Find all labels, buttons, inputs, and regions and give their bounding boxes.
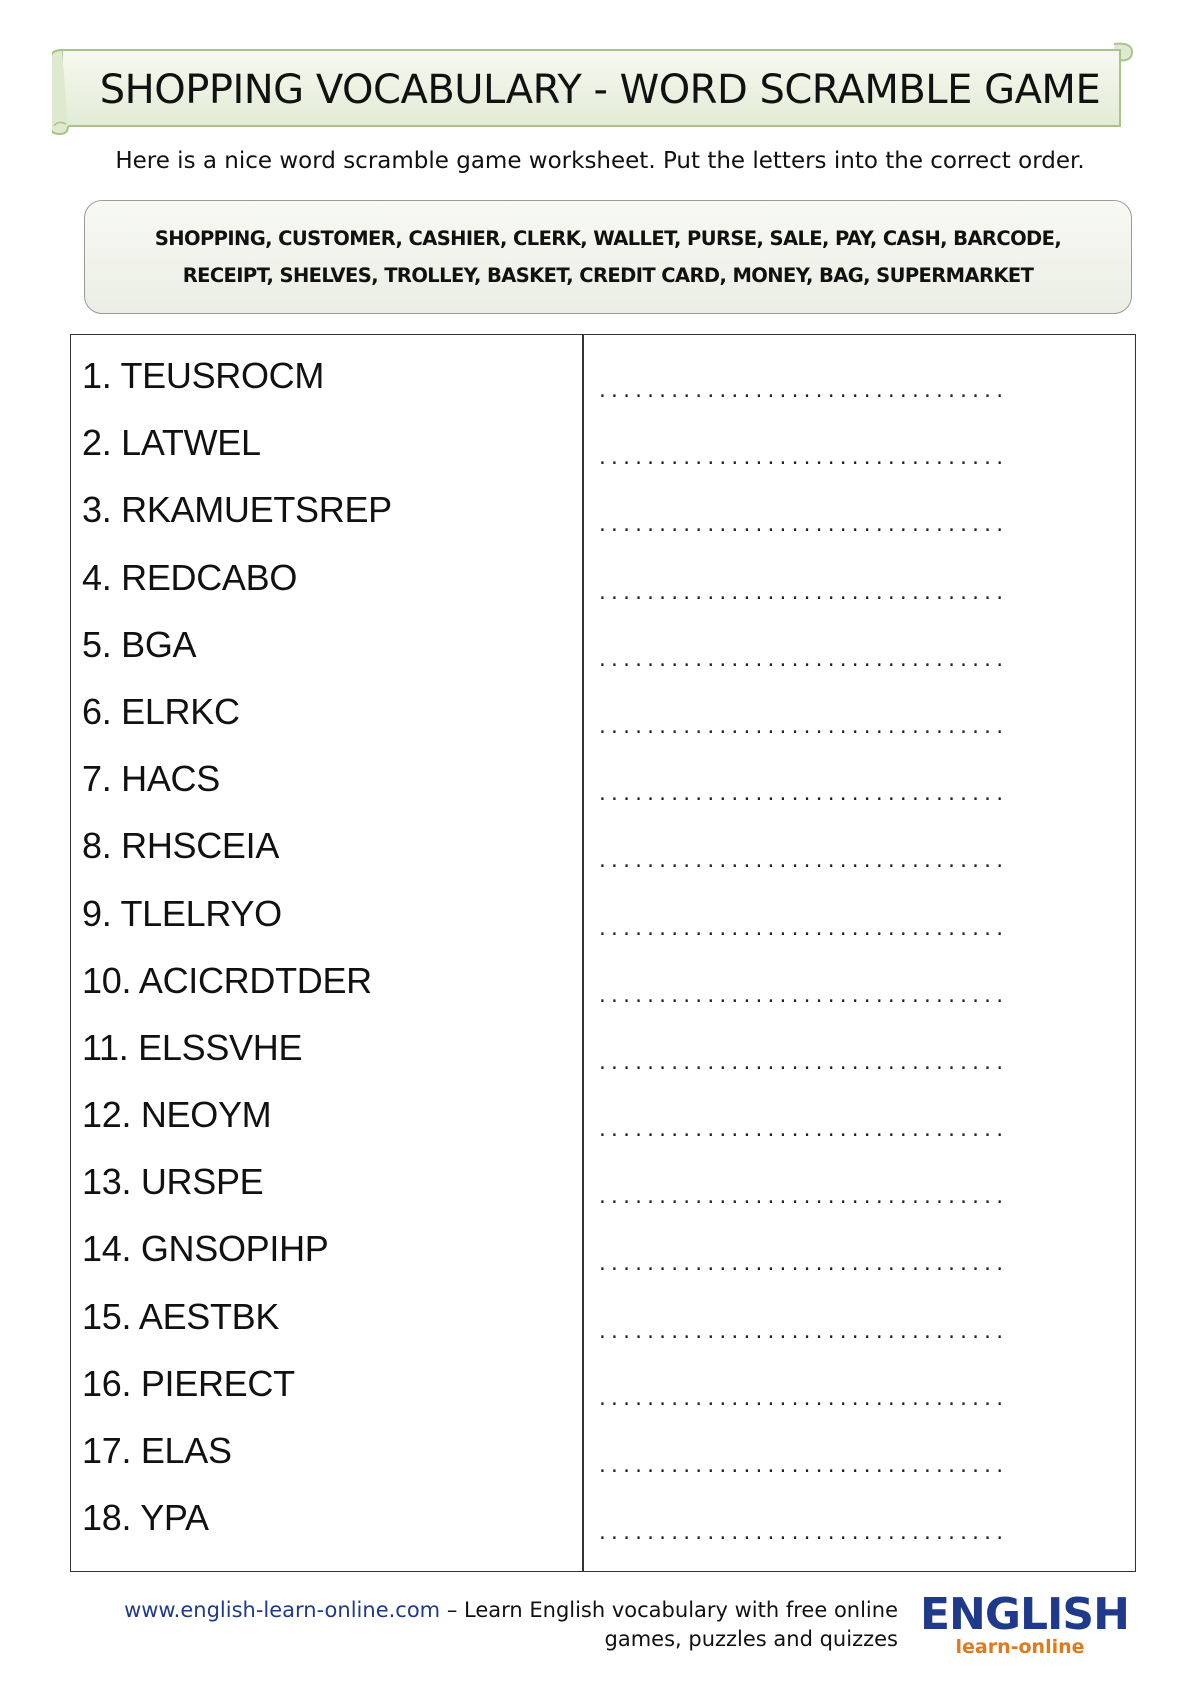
scramble-row <box>71 1228 1135 1295</box>
scrambled-word: 1. TEUSROCM <box>82 355 325 396</box>
scrambled-word: 5. BGA <box>82 623 197 665</box>
scramble-rows <box>71 355 1135 1564</box>
scrambled-word: 12. NEOYM <box>82 1094 272 1136</box>
scramble-row <box>71 1296 1135 1363</box>
scrambled-word: 7. HACS <box>82 758 220 800</box>
scramble-row <box>71 1027 1135 1094</box>
answer-blank-line: .................................. <box>597 586 1007 601</box>
scramble-row <box>71 355 1135 422</box>
footer-text <box>40 1596 898 1654</box>
scramble-row <box>71 489 1135 556</box>
page-title: SHOPPING VOCABULARY - WORD SCRAMBLE GAME <box>99 67 1101 113</box>
scrambled-word: 9. TLELRYO <box>82 892 282 934</box>
answer-blank-line: .................................. <box>597 1325 1007 1340</box>
scramble-row <box>71 758 1135 825</box>
footer-tagline-1: – Learn English vocabulary with free online <box>440 1598 898 1622</box>
answer-blank-line: .................................. <box>597 855 1007 870</box>
answer-blank-line: .................................. <box>597 788 1007 803</box>
answer-blank-line: .................................. <box>597 1056 1007 1071</box>
scramble-row <box>71 960 1135 1027</box>
scrambled-word: 8. RHSCEIA <box>82 825 280 867</box>
answer-blank-line: .................................. <box>597 1258 1007 1273</box>
logo-word-english: ENGLISH <box>920 1589 1129 1640</box>
answer-blank-line: .................................. <box>597 989 1007 1004</box>
scrambled-word: 10. ACICRDTDER <box>82 959 372 1001</box>
scrambled-word: 16. PIERECT <box>82 1362 295 1404</box>
answer-blank-line: .................................. <box>597 1392 1007 1407</box>
scramble-row <box>71 691 1135 758</box>
scramble-row <box>71 624 1135 691</box>
scramble-row <box>71 422 1135 489</box>
scrambled-word: 2. LATWEL <box>82 422 261 464</box>
footer-tagline-2: games, puzzles and quizzes <box>604 1627 898 1651</box>
scrambled-word: 17. ELAS <box>82 1430 232 1471</box>
word-bank-list: SHOPPING, CUSTOMER, CASHIER, CLERK, WALLET, PURSE, SALE, PAY, CASH, BARCODE, RECEIPT, SHELVES, TROLLEY, BASKET, CREDIT CARD, MONEY, BAG, SUPERMARKET <box>154 227 1062 287</box>
title-banner <box>52 42 1148 134</box>
scramble-row <box>71 1161 1135 1228</box>
scrambled-word: 4. REDCABO <box>82 556 298 598</box>
answer-blank-line: .................................. <box>597 922 1007 937</box>
scrambled-word: 13. URSPE <box>82 1161 264 1203</box>
scramble-row <box>71 1094 1135 1161</box>
scrambled-word: 11. ELSSVHE <box>82 1026 303 1068</box>
answer-blank-line: .................................. <box>597 385 1007 399</box>
logo-word-learn-online: learn-online <box>955 1636 1085 1658</box>
english-learn-online-logo <box>920 1589 1129 1662</box>
scramble-row <box>71 1363 1135 1430</box>
answer-blank-line: .................................. <box>597 1191 1007 1206</box>
scramble-row <box>71 825 1135 892</box>
answer-blank-line: .................................. <box>597 1527 1007 1542</box>
answer-blank-line: .................................. <box>597 452 1007 467</box>
scramble-row <box>71 557 1135 624</box>
scramble-table <box>70 334 1136 1572</box>
scramble-row <box>71 1430 1135 1497</box>
footer-url-link[interactable]: www.english-learn-online.com <box>124 1598 441 1622</box>
scrambled-word: 3. RKAMUETSREP <box>82 489 392 531</box>
answer-blank-line: .................................. <box>597 1124 1007 1139</box>
scramble-row <box>71 1497 1135 1564</box>
scrambled-word: 6. ELRKC <box>82 690 240 732</box>
scramble-row <box>71 893 1135 960</box>
scrambled-word: 14. GNSOPIHP <box>82 1228 329 1270</box>
answer-blank-line: .................................. <box>597 1460 1007 1474</box>
answer-blank-line: .................................. <box>597 653 1007 668</box>
instructions-text: Here is a nice word scramble game worksheet. Put the letters into the correct order. <box>115 148 1085 174</box>
answer-blank-line: .................................. <box>597 519 1007 534</box>
word-bank-box <box>84 200 1132 314</box>
scrambled-word: 18. YPA <box>82 1497 209 1539</box>
answer-blank-line: .................................. <box>597 720 1007 735</box>
scrambled-word: 15. AESTBK <box>82 1295 280 1337</box>
